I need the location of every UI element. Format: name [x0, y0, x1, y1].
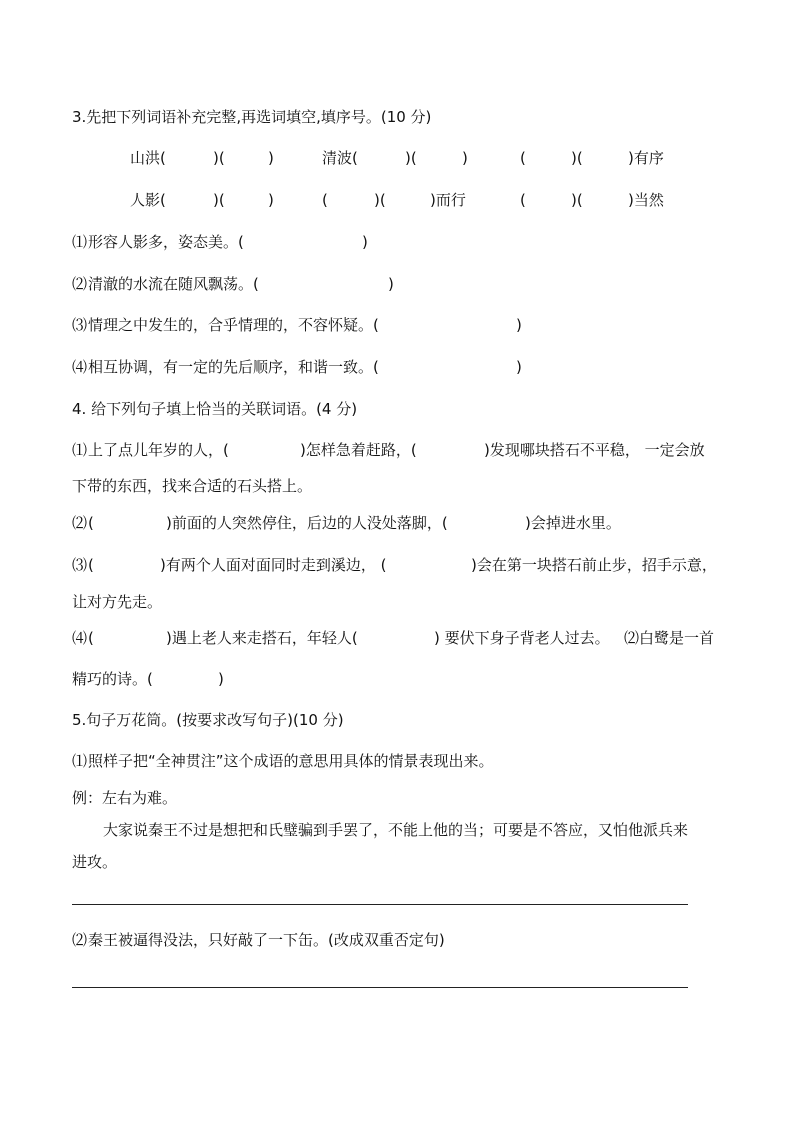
blank-renying-close: ): [268, 191, 274, 209]
part-text: 秦王被逼得没法，只好敲了一下缶。(改成双重否定句): [88, 931, 445, 949]
sentence-part-d: ⑵白鹭是一首: [624, 629, 715, 647]
sentence-part-a[interactable]: (: [88, 556, 94, 574]
blank-youxu-2[interactable]: )(: [571, 149, 583, 167]
blank-dangran-1[interactable]: (: [520, 191, 526, 209]
blank-renying-1[interactable]: 人影(: [130, 191, 166, 209]
blank-erxing-1[interactable]: (: [322, 191, 328, 209]
part-number: ⑵: [72, 931, 88, 949]
item-answer-close[interactable]: ): [516, 358, 522, 376]
sentence-part-b[interactable]: )怎样急着赶路，(: [300, 441, 417, 459]
sentence-part-c: )发现哪块搭石不平稳， 一定会放: [484, 441, 705, 459]
blank-shanhong-1[interactable]: 山洪(: [130, 149, 166, 167]
sentence-part-c: ) 要伏下身子背老人过去。: [434, 629, 610, 647]
item-text: 相互协调，有一定的先后顺序，和谐一致。(: [88, 358, 379, 376]
item-text: 形容人影多，姿态美。(: [88, 233, 244, 251]
part-number: ⑴: [72, 752, 88, 770]
blank-qingbo-1[interactable]: 清波(: [322, 149, 358, 167]
example-label: 例：左右为难。: [72, 789, 178, 807]
part-text: 照样子把“全神贯注”这个成语的意思用具体的情景表现出来。: [88, 752, 494, 770]
blank-shanhong-close: ): [268, 149, 274, 167]
sentence-part-b[interactable]: )遇上老人来走搭石，年轻人(: [166, 629, 358, 647]
sentence-continuation: 精巧的诗。(: [72, 670, 153, 688]
sentence-answer-close[interactable]: ): [218, 670, 224, 688]
sentence-continuation: 让对方先走。: [72, 593, 163, 611]
sentence-part-b[interactable]: )前面的人突然停住，后边的人没处落脚，(: [166, 514, 448, 532]
example-text-line-2: 进攻。: [72, 853, 118, 871]
item-number: ⑶: [72, 316, 88, 334]
sentence-part-a[interactable]: (: [88, 514, 94, 532]
answer-line-2[interactable]: [72, 987, 688, 988]
q5-title: 5.句子万花筒。(按要求改写句子)(10 分): [72, 711, 344, 729]
q4-title: 4. 给下列句子填上恰当的关联词语。(4 分): [72, 400, 358, 418]
blank-dangran-word: )当然: [628, 191, 664, 209]
item-number: ⑴: [72, 233, 88, 251]
item-answer-close[interactable]: ): [516, 316, 522, 334]
sentence-part-a[interactable]: (: [88, 629, 94, 647]
blank-renying-2[interactable]: )(: [213, 191, 225, 209]
item-number: ⑵: [72, 275, 88, 293]
q3-title: 3.先把下列词语补充完整,再选词填空,填序号。(10 分): [72, 108, 432, 126]
item-answer-close[interactable]: ): [388, 275, 394, 293]
sentence-number: ⑶: [72, 556, 88, 574]
blank-qingbo-2[interactable]: )(: [405, 149, 417, 167]
blank-qingbo-close: ): [462, 149, 468, 167]
sentence-number: ⑷: [72, 629, 88, 647]
blank-dangran-2[interactable]: )(: [571, 191, 583, 209]
answer-line-1[interactable]: [72, 904, 688, 905]
sentence-part-c: )会在第一块搭石前止步，招手示意，: [471, 556, 717, 574]
item-text: 清澈的水流在随风飘荡。(: [88, 275, 259, 293]
blank-erxing-2[interactable]: )(: [374, 191, 386, 209]
sentence-part-c: )会掉进水里。: [525, 514, 621, 532]
blank-youxu-1[interactable]: (: [520, 149, 526, 167]
blank-shanhong-2[interactable]: )(: [213, 149, 225, 167]
item-number: ⑷: [72, 358, 88, 376]
blank-erxing-word: )而行: [430, 191, 466, 209]
example-text-line-1: 大家说秦王不过是想把和氏璧骗到手罢了，不能上他的当；可要是不答应，又怕他派兵来: [103, 821, 689, 839]
sentence-number: ⑵: [72, 514, 88, 532]
item-answer-close[interactable]: ): [362, 233, 368, 251]
sentence-part-a[interactable]: 上了点儿年岁的人，(: [88, 441, 229, 459]
item-text: 情理之中发生的，合乎情理的，不容怀疑。(: [88, 316, 379, 334]
blank-youxu-word: )有序: [628, 149, 664, 167]
sentence-part-b[interactable]: )有两个人面对面同时走到溪边， (: [160, 556, 387, 574]
sentence-number: ⑴: [72, 441, 88, 459]
sentence-continuation: 下带的东西，找来合适的石头搭上。: [72, 477, 313, 495]
